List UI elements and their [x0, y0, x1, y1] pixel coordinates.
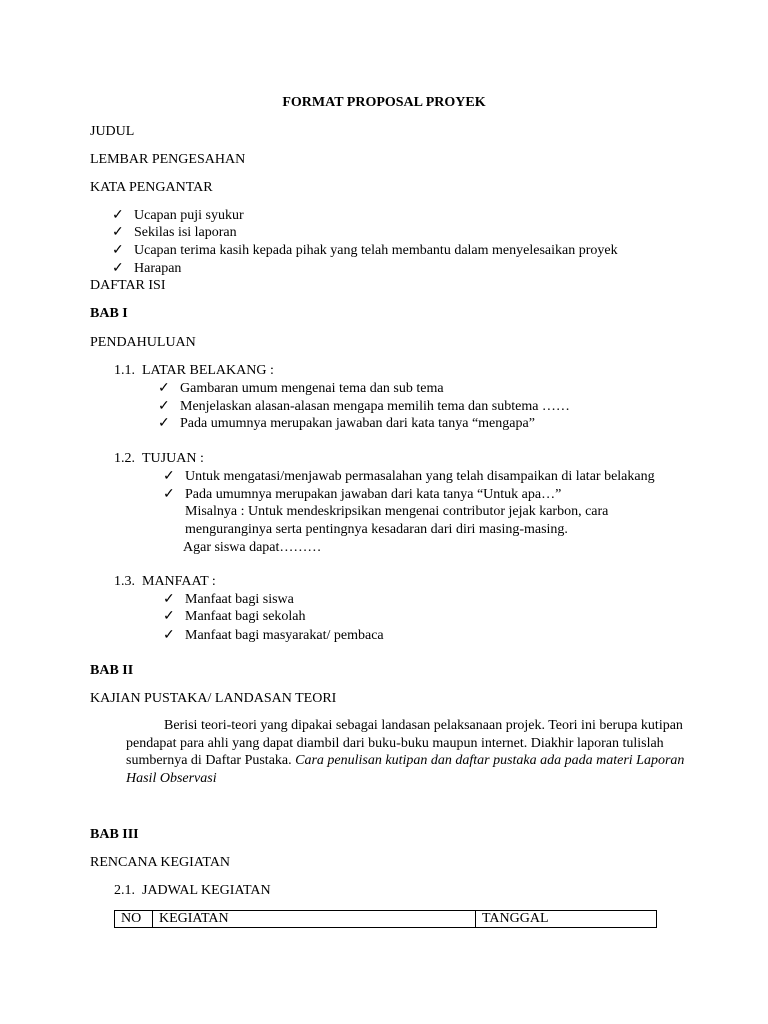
list-item: [163, 591, 294, 609]
list-item: [112, 224, 237, 242]
subsection-2-1: 2.1. JADWAL KEGIATAN: [114, 883, 271, 898]
agar-text: Agar siswa dapat………: [183, 540, 322, 555]
check-icon: ✓: [163, 487, 175, 502]
document-title: FORMAT PROPOSAL PROYEK: [282, 95, 486, 110]
list-item-text: Menjelaskan alasan-alasan mengapa memilih tema dan subtema ……: [180, 399, 570, 414]
check-icon: ✓: [163, 609, 175, 624]
list-item: [158, 398, 570, 416]
check-icon: ✓: [163, 469, 175, 484]
example-text-line2: menguranginya serta pentingnya kesadaran dari diri masing-masing.: [185, 522, 568, 537]
list-item: [158, 415, 535, 433]
check-icon: ✓: [158, 416, 170, 431]
list-item: [112, 260, 181, 278]
subsection-1-1: 1.1. LATAR BELAKANG :: [114, 363, 274, 378]
check-icon: ✓: [112, 261, 124, 276]
check-icon: ✓: [112, 208, 124, 223]
list-item-text: Gambaran umum mengenai tema dan sub tema: [180, 381, 444, 396]
table-header-kegiatan: KEGIATAN: [153, 911, 476, 928]
section-daftar-isi: DAFTAR ISI: [90, 278, 166, 293]
bab3-title: RENCANA KEGIATAN: [90, 855, 231, 870]
list-item-text: Pada umumnya merupakan jawaban dari kata tanya “Untuk apa…”: [185, 487, 562, 502]
table-header-tanggal: TANGGAL: [476, 911, 657, 928]
list-item-text: Sekilas isi laporan: [134, 225, 237, 240]
subsection-1-3: 1.3. MANFAAT :: [114, 574, 216, 589]
bab2-title: KAJIAN PUSTAKA/ LANDASAN TEORI: [90, 691, 337, 706]
section-lembar-pengesahan: LEMBAR PENGESAHAN: [90, 152, 246, 167]
check-icon: ✓: [158, 399, 170, 414]
example-text-line1: Misalnya : Untuk mendeskripsikan mengenai contributor jejak karbon, cara: [185, 504, 609, 519]
subsection-1-2: 1.2. TUJUAN :: [114, 451, 204, 466]
bab3-heading: BAB III: [90, 827, 139, 842]
list-item: [112, 242, 618, 260]
list-item-text: Pada umumnya merupakan jawaban dari kata tanya “mengapa”: [180, 416, 535, 431]
bab1-title: PENDAHULUAN: [90, 335, 196, 350]
list-item: [158, 380, 444, 398]
bab2-heading: BAB II: [90, 663, 134, 678]
section-judul: JUDUL: [90, 124, 135, 139]
list-item: [163, 486, 561, 504]
check-icon: ✓: [163, 592, 175, 607]
italic-note: Cara penulisan kutipan dan daftar pustaka ada pada materi Laporan Hasil Observasi: [126, 753, 685, 786]
list-item: [163, 627, 384, 645]
table-header-no: NO: [115, 911, 153, 928]
list-item-text: Harapan: [134, 261, 182, 276]
list-item-text: Manfaat bagi siswa: [185, 592, 294, 607]
check-icon: ✓: [163, 628, 175, 643]
check-icon: ✓: [112, 225, 124, 240]
list-item-text: Manfaat bagi sekolah: [185, 609, 306, 624]
list-item: [163, 468, 655, 486]
list-item-text: Ucapan puji syukur: [134, 208, 244, 223]
check-icon: ✓: [158, 381, 170, 396]
list-item-text: Ucapan terima kasih kepada pihak yang telah membantu dalam menyelesaikan proyek: [134, 243, 618, 258]
check-icon: ✓: [112, 243, 124, 258]
list-item-text: Untuk mengatasi/menjawab permasalahan yang telah disampaikan di latar belakang: [185, 469, 655, 484]
section-kata-pengantar: KATA PENGANTAR: [90, 180, 213, 195]
schedule-table: [114, 910, 657, 928]
list-item-text: Manfaat bagi masyarakat/ pembaca: [185, 628, 384, 643]
list-item: [112, 207, 244, 225]
table-header-row: [115, 911, 657, 928]
bab1-heading: BAB I: [90, 306, 128, 321]
bab2-paragraph: Berisi teori-teori yang dipakai sebagai landasan pelaksanaan projek. Teori ini berupa kutipan pendapat para ahli yang dapat diambil dari buku-buku maupun internet. Diakhir laporan tulislah sumbernya di Daftar Pustaka. Cara penulisan kutipan dan daftar pustaka ada pada materi Laporan Hasil Observasi: [126, 718, 685, 786]
list-item: [163, 608, 306, 626]
